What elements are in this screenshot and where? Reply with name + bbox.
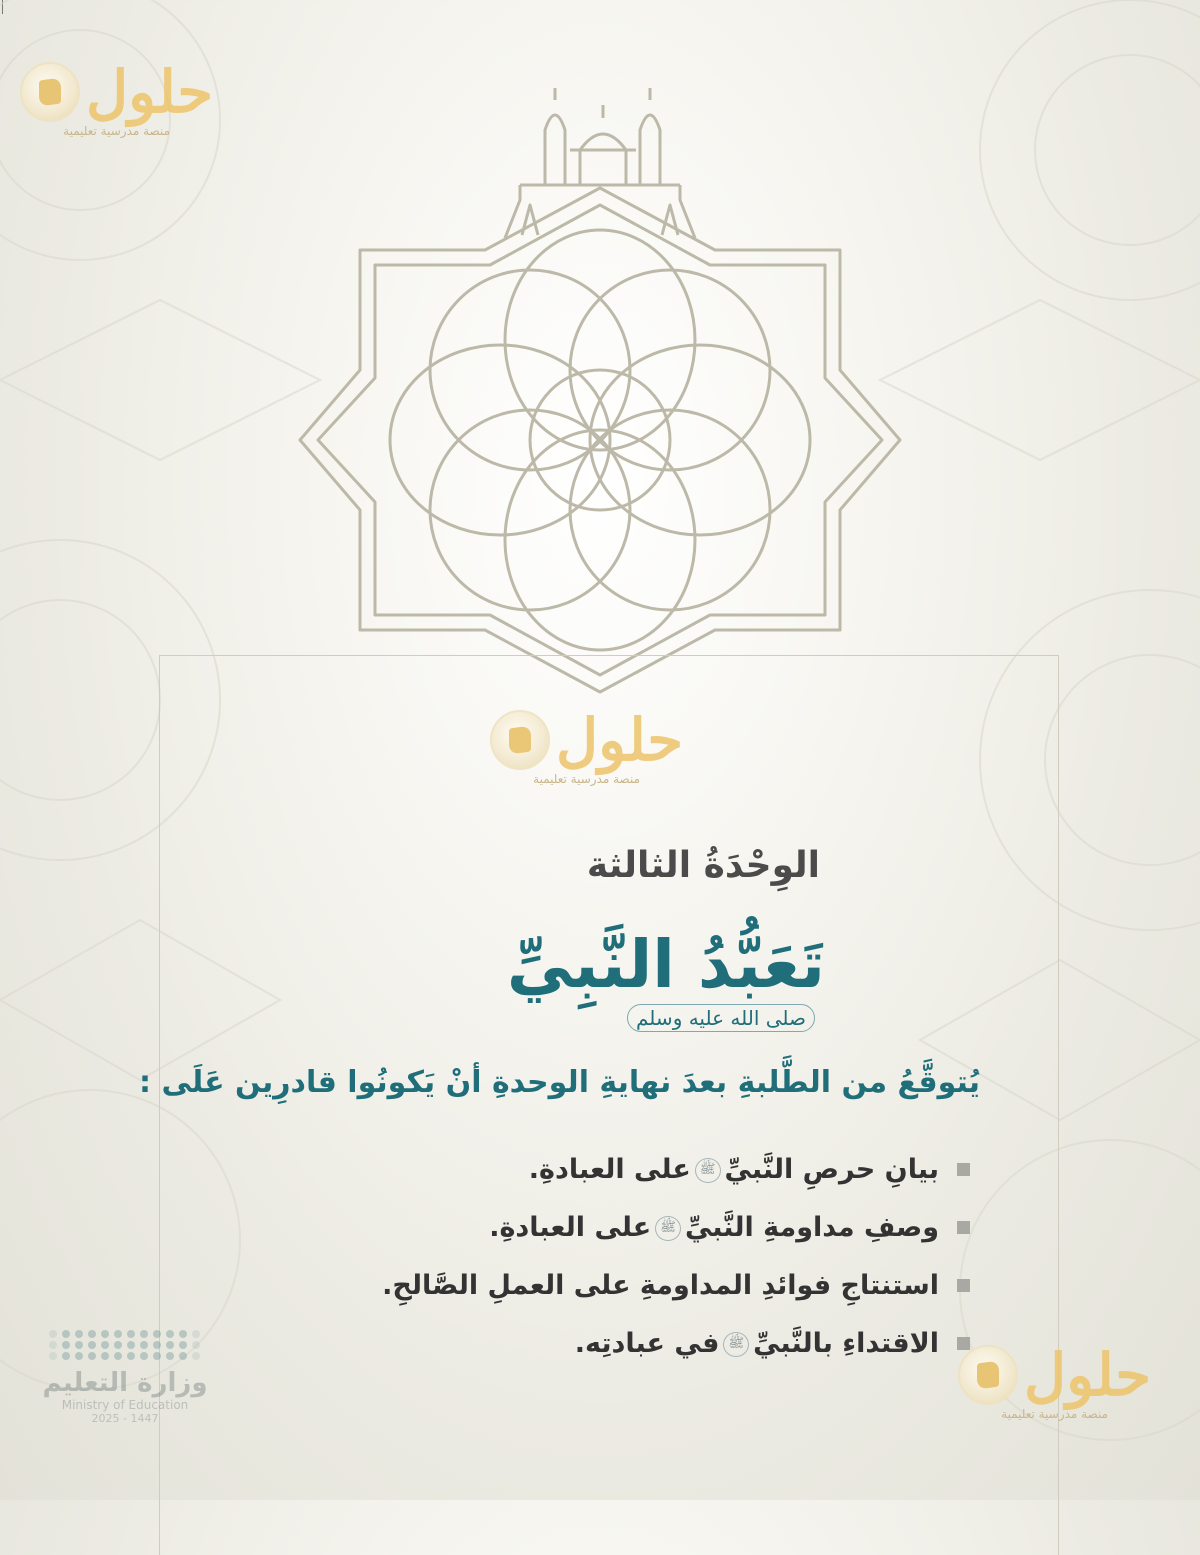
ministry-dot (75, 1330, 83, 1338)
ministry-dot (114, 1330, 122, 1338)
objective-item (380, 1314, 970, 1372)
objective-text (529, 1154, 939, 1185)
ministry-dot (153, 1341, 161, 1349)
content-frame (139, 655, 1059, 1555)
objective-text (489, 1212, 939, 1243)
ministry-dot (179, 1352, 187, 1360)
unit-label: الوِحْدَةُ الثالثة (586, 845, 820, 886)
ministry-dot (101, 1341, 109, 1349)
objective-text-start: استنتاجِ فوائدِ المداومةِ على العملِ الصَّالحِ. (382, 1269, 939, 1301)
brand-name: حلول (1024, 1341, 1152, 1409)
square-bullet-icon (957, 1279, 970, 1292)
ministry-dots-icon (40, 1330, 210, 1360)
ministry-dot (179, 1341, 187, 1349)
objective-text (382, 1270, 939, 1301)
objective-text-start: بيانِ حرصِ النَّبيِّ (724, 1153, 939, 1185)
ministry-dot (49, 1330, 57, 1338)
ministry-dot (62, 1352, 70, 1360)
ministry-dot (192, 1330, 200, 1338)
ministry-dot (127, 1352, 135, 1360)
brand-tagline: منصة مدرسية تعليمية (533, 772, 641, 786)
honorific-icon: ﷺ (655, 1216, 681, 1241)
honorific-icon: ﷺ (695, 1158, 721, 1183)
ministry-dot (140, 1352, 148, 1360)
ministry-dot (88, 1341, 96, 1349)
ministry-dot (62, 1341, 70, 1349)
ministry-dot (127, 1341, 135, 1349)
ministry-dot (140, 1341, 148, 1349)
brand-tagline: منصة مدرسية تعليمية (1001, 1407, 1109, 1421)
ministry-dot (114, 1352, 122, 1360)
ministry-dot (166, 1341, 174, 1349)
brand-tagline: منصة مدرسية تعليمية (63, 124, 171, 138)
brand-name: حلول (86, 58, 214, 126)
ministry-dot (88, 1330, 96, 1338)
brand-watermark-top (20, 58, 214, 138)
ministry-dot (192, 1352, 200, 1360)
ministry-name-ar: وزارة التعليم (42, 1368, 208, 1398)
objective-text-start: الاقتداءِ بالنَّبيِّ (753, 1327, 939, 1359)
objectives-intro: يُتوقَّعُ من الطَّلبةِ بعدَ نهايةِ الوحدةِ أنْ يَكونُوا قادرِين عَلَى : (139, 1065, 980, 1100)
ministry-logo (40, 1330, 210, 1425)
ministry-dot (62, 1330, 70, 1338)
brand-watermark-bottom (958, 1341, 1152, 1421)
unit-title (380, 925, 825, 1083)
brand-watermark-center (490, 706, 684, 786)
brand-name: حلول (556, 706, 684, 774)
ministry-dot (127, 1330, 135, 1338)
ministry-dot (166, 1330, 174, 1338)
objective-text-end: في عبادتِه. (574, 1327, 720, 1359)
objective-text-end: على العبادةِ. (489, 1211, 652, 1243)
ministry-dot (153, 1352, 161, 1360)
ministry-dot (114, 1341, 122, 1349)
ministry-dot (49, 1352, 57, 1360)
salawat-calligraphy-icon: صلى الله عليه وسلم (627, 1004, 815, 1032)
brand-logo-icon (20, 62, 80, 122)
ministry-dot (49, 1341, 57, 1349)
ministry-dot (166, 1352, 174, 1360)
objectives-list (380, 1140, 970, 1372)
ministry-dot (88, 1352, 96, 1360)
honorific-icon: ﷺ (723, 1332, 749, 1357)
ministry-dot (153, 1330, 161, 1338)
objective-item (380, 1256, 970, 1314)
objective-text-start: وصفِ مداومةِ النَّبيِّ (684, 1211, 939, 1243)
square-bullet-icon (957, 1221, 970, 1234)
unit-title-text: تَعَبُّدُ النَّبِيِّ (506, 926, 825, 1003)
objective-item (380, 1140, 970, 1198)
brand-logo-icon (490, 710, 550, 770)
ministry-years: 2025 - 1447 (91, 1412, 159, 1425)
ministry-dot (192, 1341, 200, 1349)
ministry-dot (75, 1341, 83, 1349)
ministry-dot (101, 1352, 109, 1360)
ministry-dot (179, 1330, 187, 1338)
ministry-dot (101, 1330, 109, 1338)
objective-text (575, 1328, 939, 1359)
square-bullet-icon (957, 1163, 970, 1176)
ministry-dot (140, 1330, 148, 1338)
square-bullet-icon (957, 1337, 970, 1350)
ministry-dot (75, 1352, 83, 1360)
objective-item (380, 1198, 970, 1256)
objective-text-end: على العبادةِ. (528, 1153, 691, 1185)
ministry-name-en: Ministry of Education (61, 1398, 189, 1412)
